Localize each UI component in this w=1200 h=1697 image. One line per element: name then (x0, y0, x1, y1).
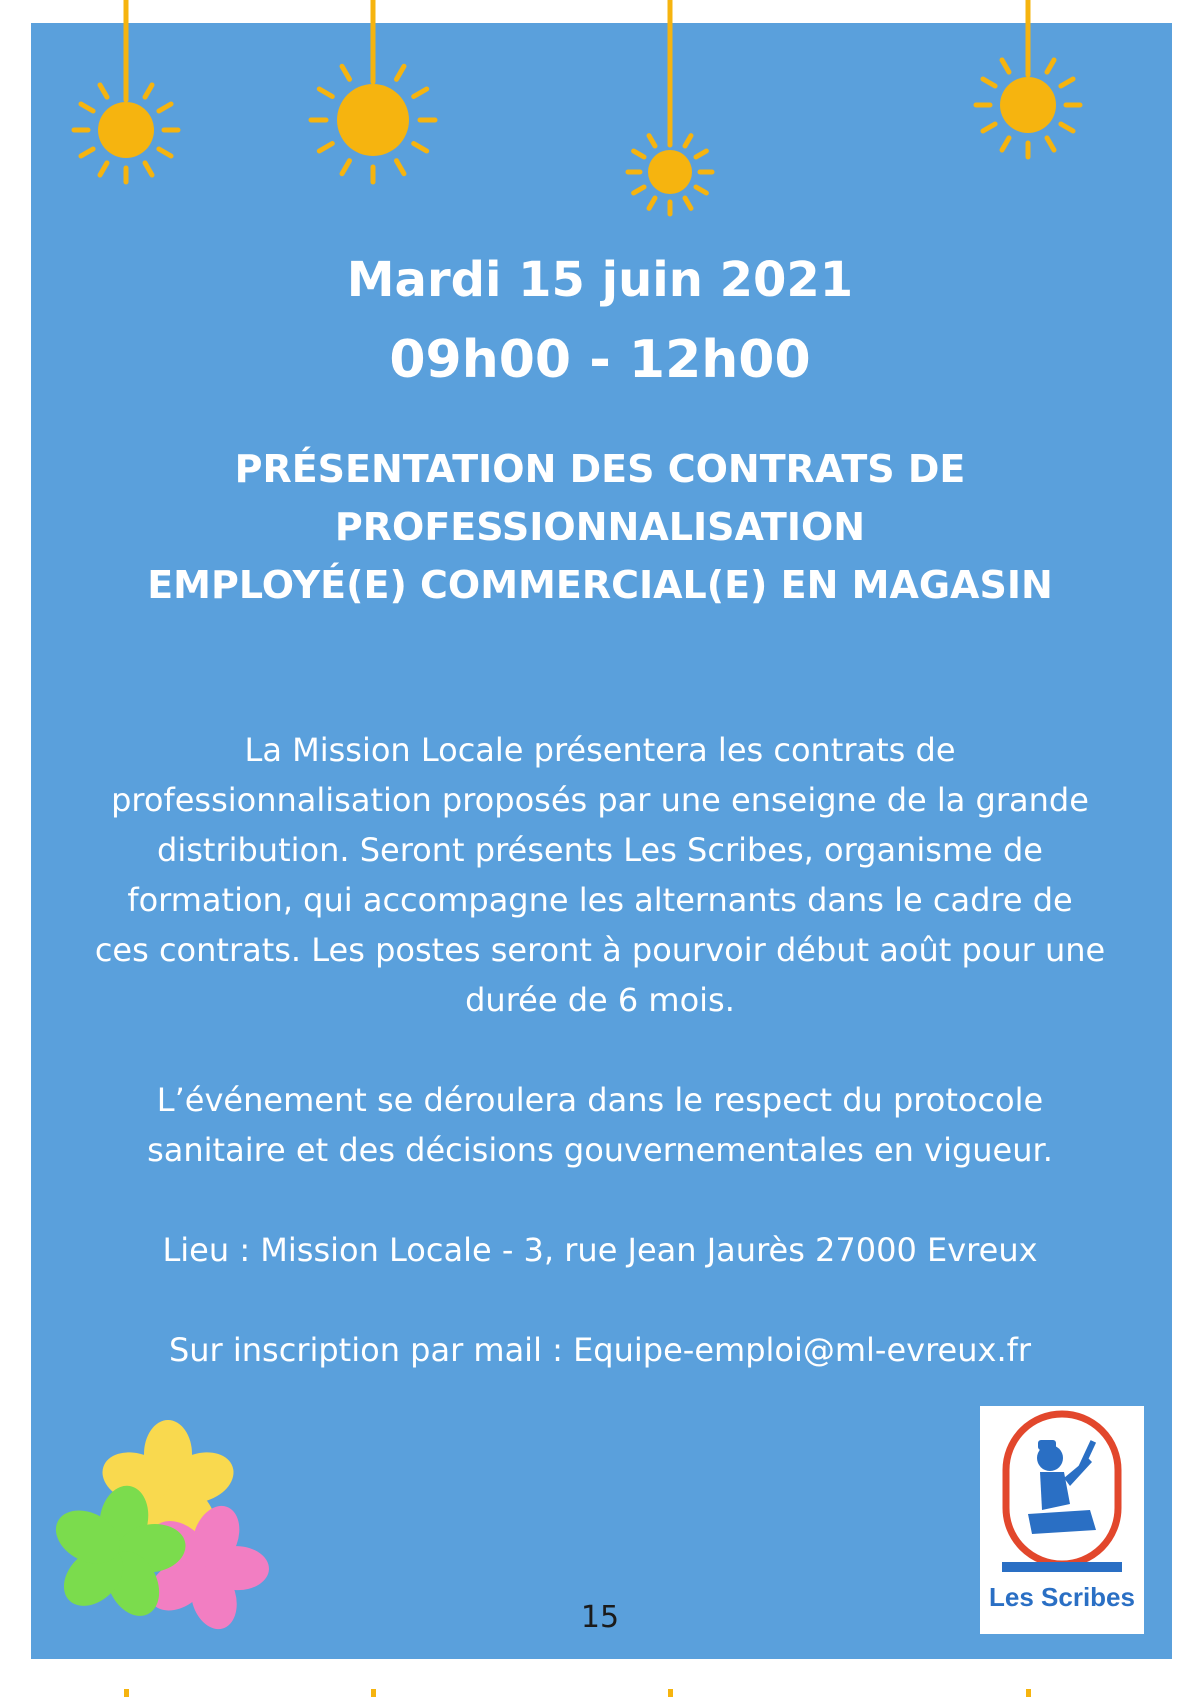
registration-info: Sur inscription par mail : Equipe-emploi@ml-evreux.fr (168, 1331, 1032, 1369)
description-line: durée de 6 mois. (465, 981, 735, 1019)
flowers-decoration (0, 0, 300, 1697)
description-line: distribution. Seront présents Les Scribes, organisme de (157, 831, 1043, 869)
event-location: Lieu : Mission Locale - 3, rue Jean Jaurès 27000 Evreux (162, 1231, 1038, 1269)
event-time: 09h00 - 12h00 (389, 330, 811, 390)
scribe-emblem-icon (980, 1406, 1144, 1586)
description-line: formation, qui accompagne les alternants dans le cadre de (127, 881, 1073, 919)
description-line: professionnalisation proposés par une enseigne de la grande (111, 781, 1089, 819)
sun-icon (976, 0, 1080, 157)
protocol-line: sanitaire et des décisions gouvernementales en vigueur. (147, 1131, 1053, 1169)
title-line: PRÉSENTATION DES CONTRATS DE (234, 447, 966, 491)
title-line: PROFESSIONNALISATION (334, 505, 866, 549)
sun-icon (628, 0, 712, 214)
description-line: ces contrats. Les postes seront à pourvoir début août pour une (94, 931, 1106, 969)
description-line: La Mission Locale présentera les contrats de (244, 731, 956, 769)
protocol-line: L’événement se déroulera dans le respect du protocole (156, 1081, 1044, 1119)
les-scribes-logo (980, 1406, 1144, 1634)
sun-icon (311, 0, 435, 182)
page-number: 15 (580, 1600, 620, 1635)
logo-text: Les Scribes (989, 1582, 1135, 1612)
event-date: Mardi 15 juin 2021 (346, 252, 854, 308)
title-line: EMPLOYÉ(E) COMMERCIAL(E) EN MAGASIN (147, 563, 1053, 607)
